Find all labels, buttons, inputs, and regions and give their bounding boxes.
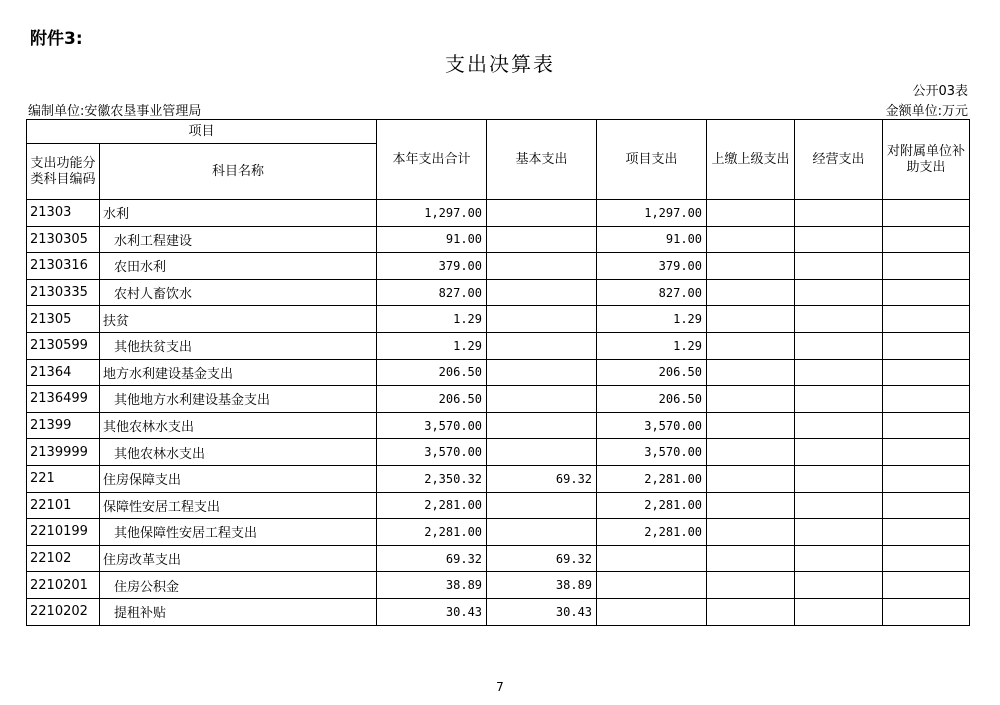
cell-business: [795, 253, 883, 280]
cell-subsidy: [883, 465, 970, 492]
cell-basic: [487, 332, 597, 359]
header-name: 科目名称: [100, 144, 377, 200]
cell-business: [795, 226, 883, 253]
cell-name: 农田水利: [100, 253, 377, 280]
cell-project: 206.50: [597, 386, 707, 413]
cell-name: 水利: [100, 200, 377, 227]
cell-name: 其他保障性安居工程支出: [100, 519, 377, 546]
table-row: [27, 359, 970, 386]
cell-upper: [707, 332, 795, 359]
cell-code: 21303: [27, 200, 100, 227]
cell-subsidy: [883, 226, 970, 253]
cell-business: [795, 386, 883, 413]
cell-code: 2130599: [27, 332, 100, 359]
header-code: 支出功能分类科目编码: [27, 144, 100, 200]
header-business: 经营支出: [795, 120, 883, 200]
cell-name: 农村人畜饮水: [100, 279, 377, 306]
cell-subsidy: [883, 253, 970, 280]
cell-project: 2,281.00: [597, 519, 707, 546]
cell-total: 206.50: [377, 359, 487, 386]
cell-name: 住房改革支出: [100, 545, 377, 572]
cell-subsidy: [883, 386, 970, 413]
cell-subsidy: [883, 545, 970, 572]
cell-name: 其他农林水支出: [100, 412, 377, 439]
header-basic: 基本支出: [487, 120, 597, 200]
cell-code: 22102: [27, 545, 100, 572]
cell-basic: [487, 226, 597, 253]
cell-business: [795, 545, 883, 572]
cell-total: 69.32: [377, 545, 487, 572]
cell-upper: [707, 412, 795, 439]
cell-total: 1.29: [377, 306, 487, 333]
cell-total: 91.00: [377, 226, 487, 253]
cell-name: 住房公积金: [100, 572, 377, 599]
table-row: [27, 253, 970, 280]
cell-name: 其他地方水利建设基金支出: [100, 386, 377, 413]
cell-business: [795, 598, 883, 625]
cell-upper: [707, 439, 795, 466]
table-row: [27, 465, 970, 492]
cell-name: 住房保障支出: [100, 465, 377, 492]
table-row: [27, 439, 970, 466]
cell-upper: [707, 226, 795, 253]
cell-business: [795, 359, 883, 386]
reporting-unit: 编制单位:安徽农垦事业管理局: [28, 104, 202, 119]
expenditure-table: [26, 119, 970, 626]
cell-total: 3,570.00: [377, 439, 487, 466]
cell-subsidy: [883, 332, 970, 359]
cell-subsidy: [883, 572, 970, 599]
cell-basic: [487, 200, 597, 227]
cell-basic: [487, 253, 597, 280]
table-row: [27, 492, 970, 519]
cell-project: 91.00: [597, 226, 707, 253]
cell-upper: [707, 386, 795, 413]
cell-name: 扶贫: [100, 306, 377, 333]
cell-project: 2,281.00: [597, 465, 707, 492]
cell-basic: 30.43: [487, 598, 597, 625]
table-row: [27, 306, 970, 333]
header-subsidy: 对附属单位补助支出: [883, 120, 970, 200]
cell-name: 其他农林水支出: [100, 439, 377, 466]
cell-total: 206.50: [377, 386, 487, 413]
cell-business: [795, 332, 883, 359]
cell-total: 379.00: [377, 253, 487, 280]
cell-business: [795, 439, 883, 466]
cell-business: [795, 412, 883, 439]
attachment-label: 附件3:: [30, 29, 83, 49]
cell-upper: [707, 279, 795, 306]
cell-total: 30.43: [377, 598, 487, 625]
cell-business: [795, 200, 883, 227]
cell-name: 水利工程建设: [100, 226, 377, 253]
header-upper: 上缴上级支出: [707, 120, 795, 200]
cell-basic: 69.32: [487, 545, 597, 572]
table-row: [27, 200, 970, 227]
cell-total: 2,281.00: [377, 492, 487, 519]
cell-subsidy: [883, 519, 970, 546]
cell-project: 1.29: [597, 332, 707, 359]
cell-name: 其他扶贫支出: [100, 332, 377, 359]
cell-code: 2210202: [27, 598, 100, 625]
cell-business: [795, 279, 883, 306]
cell-business: [795, 572, 883, 599]
cell-subsidy: [883, 306, 970, 333]
cell-code: 2130335: [27, 279, 100, 306]
cell-total: 827.00: [377, 279, 487, 306]
cell-basic: [487, 492, 597, 519]
cell-code: 2139999: [27, 439, 100, 466]
cell-upper: [707, 598, 795, 625]
cell-project: 3,570.00: [597, 412, 707, 439]
cell-code: 2136499: [27, 386, 100, 413]
cell-code: 2130316: [27, 253, 100, 280]
page-number: 7: [496, 680, 504, 694]
cell-basic: 38.89: [487, 572, 597, 599]
form-number: 公开03表: [912, 84, 968, 99]
cell-basic: [487, 306, 597, 333]
cell-total: 38.89: [377, 572, 487, 599]
table-row: [27, 386, 970, 413]
cell-subsidy: [883, 492, 970, 519]
cell-project: 206.50: [597, 359, 707, 386]
cell-project: 2,281.00: [597, 492, 707, 519]
cell-code: 21305: [27, 306, 100, 333]
cell-business: [795, 306, 883, 333]
cell-project: 827.00: [597, 279, 707, 306]
cell-code: 2130305: [27, 226, 100, 253]
cell-subsidy: [883, 200, 970, 227]
cell-subsidy: [883, 598, 970, 625]
cell-business: [795, 465, 883, 492]
cell-name: 保障性安居工程支出: [100, 492, 377, 519]
cell-project: [597, 572, 707, 599]
cell-subsidy: [883, 279, 970, 306]
cell-basic: [487, 439, 597, 466]
header-project: 项目支出: [597, 120, 707, 200]
cell-upper: [707, 545, 795, 572]
cell-total: 3,570.00: [377, 412, 487, 439]
cell-basic: [487, 359, 597, 386]
cell-total: 2,281.00: [377, 519, 487, 546]
header-item: 项目: [27, 120, 377, 144]
cell-code: 22101: [27, 492, 100, 519]
cell-upper: [707, 572, 795, 599]
table-row: [27, 572, 970, 599]
cell-code: 21364: [27, 359, 100, 386]
cell-code: 2210199: [27, 519, 100, 546]
money-unit: 金额单位:万元: [885, 104, 968, 119]
cell-total: 1.29: [377, 332, 487, 359]
cell-subsidy: [883, 439, 970, 466]
cell-business: [795, 492, 883, 519]
cell-project: 1.29: [597, 306, 707, 333]
table-row: [27, 412, 970, 439]
page-title: 支出决算表: [445, 52, 555, 76]
cell-project: [597, 598, 707, 625]
cell-project: 1,297.00: [597, 200, 707, 227]
table-row: [27, 226, 970, 253]
cell-code: 2210201: [27, 572, 100, 599]
cell-project: 379.00: [597, 253, 707, 280]
table-row: [27, 279, 970, 306]
cell-name: 地方水利建设基金支出: [100, 359, 377, 386]
table-row: [27, 332, 970, 359]
table-row: [27, 545, 970, 572]
cell-total: 2,350.32: [377, 465, 487, 492]
cell-code: 221: [27, 465, 100, 492]
cell-upper: [707, 519, 795, 546]
table-row: [27, 519, 970, 546]
cell-business: [795, 519, 883, 546]
cell-total: 1,297.00: [377, 200, 487, 227]
cell-upper: [707, 253, 795, 280]
cell-upper: [707, 200, 795, 227]
cell-basic: 69.32: [487, 465, 597, 492]
cell-upper: [707, 306, 795, 333]
header-total: 本年支出合计: [377, 120, 487, 200]
cell-name: 提租补贴: [100, 598, 377, 625]
cell-basic: [487, 279, 597, 306]
cell-project: [597, 545, 707, 572]
cell-project: 3,570.00: [597, 439, 707, 466]
cell-basic: [487, 386, 597, 413]
cell-basic: [487, 412, 597, 439]
cell-upper: [707, 492, 795, 519]
cell-code: 21399: [27, 412, 100, 439]
cell-upper: [707, 359, 795, 386]
cell-basic: [487, 519, 597, 546]
cell-upper: [707, 465, 795, 492]
table-row: [27, 598, 970, 625]
cell-subsidy: [883, 412, 970, 439]
cell-subsidy: [883, 359, 970, 386]
